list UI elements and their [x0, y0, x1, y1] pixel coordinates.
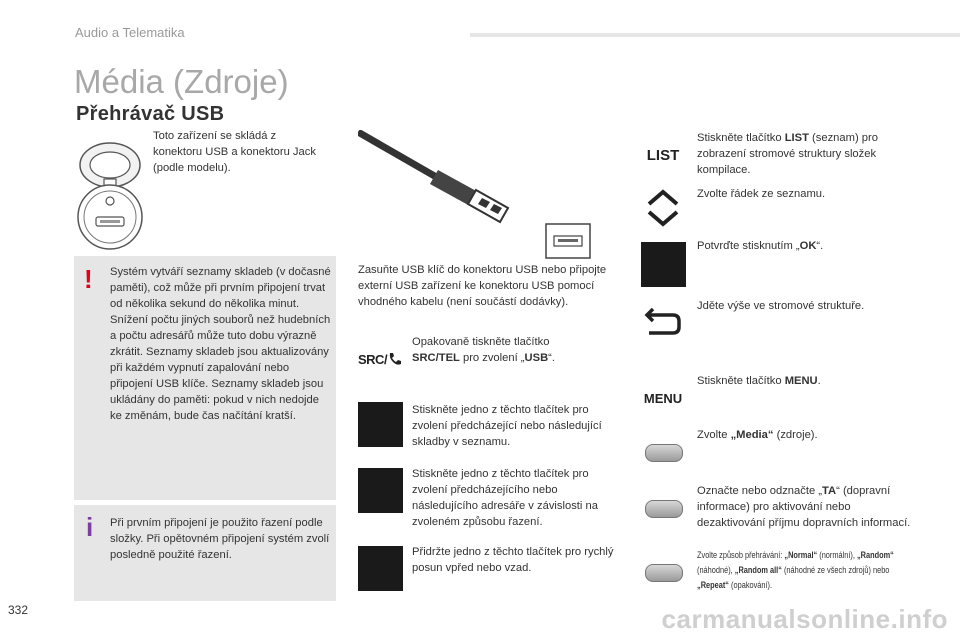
header-divider: [470, 33, 960, 37]
menu-text: Stiskněte tlačítko MENU.: [697, 375, 821, 387]
phone-icon: [387, 351, 403, 367]
step-folder-text: Stiskněte jedno z těchto tlačítek pro zvolení předcházejícího nebo následujícího adresáře v závislosti na zvoleném způsobu řazení.: [412, 468, 598, 528]
back-arrow-icon: [641, 300, 685, 344]
page-number: 332: [8, 603, 29, 617]
step-seek-text: Přidržte jedno z těchto tlačítek pro rychlý posun vpřed nebo vzad.: [412, 546, 614, 574]
page-title: Média (Zdroje): [74, 63, 289, 100]
play-mode-rocker-button: [645, 564, 683, 582]
info-icon: i: [86, 512, 94, 542]
list-text: Stiskněte tlačítko LIST (seznam) pro zobrazení stromové struktury složek kompilace.: [697, 132, 878, 176]
fast-forward-button: [358, 546, 403, 591]
play-mode-text: Zvolte způsob přehrávání: „Normal“ (normální), „Random“ (náhodné), „Random all“ (náhodné ze všech zdrojů) nebo „Repeat“ (opakování).: [697, 550, 894, 590]
usb-jack-connector-icon: [72, 135, 148, 251]
prev-next-folder-button: [358, 468, 403, 513]
section-header: Audio a Telematika: [75, 25, 185, 40]
src-instruction: Opakovaně tiskněte tlačítko SRC/TEL pro zvolení „USB“.: [412, 336, 555, 364]
ok-button: [641, 242, 686, 287]
menu-button-label: MENU: [643, 390, 683, 406]
menu-button: [641, 376, 685, 420]
warning-icon: !: [84, 264, 93, 294]
select-row-text: Zvolte řádek ze seznamu.: [697, 188, 826, 200]
usb-stick-icon: [358, 130, 598, 262]
info-text: Při prvním připojení je použito řazení podle složky. Při opětovném připojení systém zvolí posledně použité řazení.: [110, 517, 330, 561]
media-text: Zvolte „Media“ (zdroje).: [697, 429, 818, 441]
src-tel-button: [358, 344, 404, 374]
step-track-text: Stiskněte jedno z těchto tlačítek pro zvolení předcházející nebo následující skladby v seznamu.: [412, 404, 602, 448]
warning-text: Systém vytváří seznamy skladeb (v dočasné paměti), což může při prvním připojení trvat od několika sekund do několika minut. Snížení počtu jiných souborů než hudebních a počtu adresářů může tuto dobu výrazně zkrátit. Seznamy skladeb jsou aktualizovány při každém vypnutí zapalování nebo připojení USB klíče. Seznamy skladeb jsou ukládány do paměti: pokud v nich nedojde ke změnám, bude čas načítání kratší.: [110, 266, 331, 422]
ta-rocker-button: [645, 500, 683, 518]
ta-text: Označte nebo odznačte „TA“ (dopravní informace) pro aktivování nebo dezaktivování příjmu dopravních informací.: [697, 485, 911, 529]
back-text: Jděte výše ve stromové struktuře.: [697, 300, 865, 312]
src-label: SRC/: [358, 351, 388, 367]
watermark: carmanualsonline.info: [661, 604, 948, 634]
intro-text: Toto zařízení se skládá z konektoru USB a konektoru Jack (podle modelu).: [153, 130, 316, 174]
page-subtitle: Přehrávač USB: [76, 103, 225, 125]
ok-text: Potvrďte stisknutím „OK“.: [697, 240, 824, 252]
list-button-label: LIST: [646, 146, 680, 164]
list-button: [641, 133, 685, 177]
media-rocker-button: [645, 444, 683, 462]
up-down-arrows-icon: [641, 186, 685, 230]
insert-text: Zasuňte USB klíč do konektoru USB nebo připojte externí USB zařízení ke konektoru USB pomocí vhodného kabelu (není součástí dodávky).: [358, 264, 607, 308]
prev-next-track-button: [358, 402, 403, 447]
